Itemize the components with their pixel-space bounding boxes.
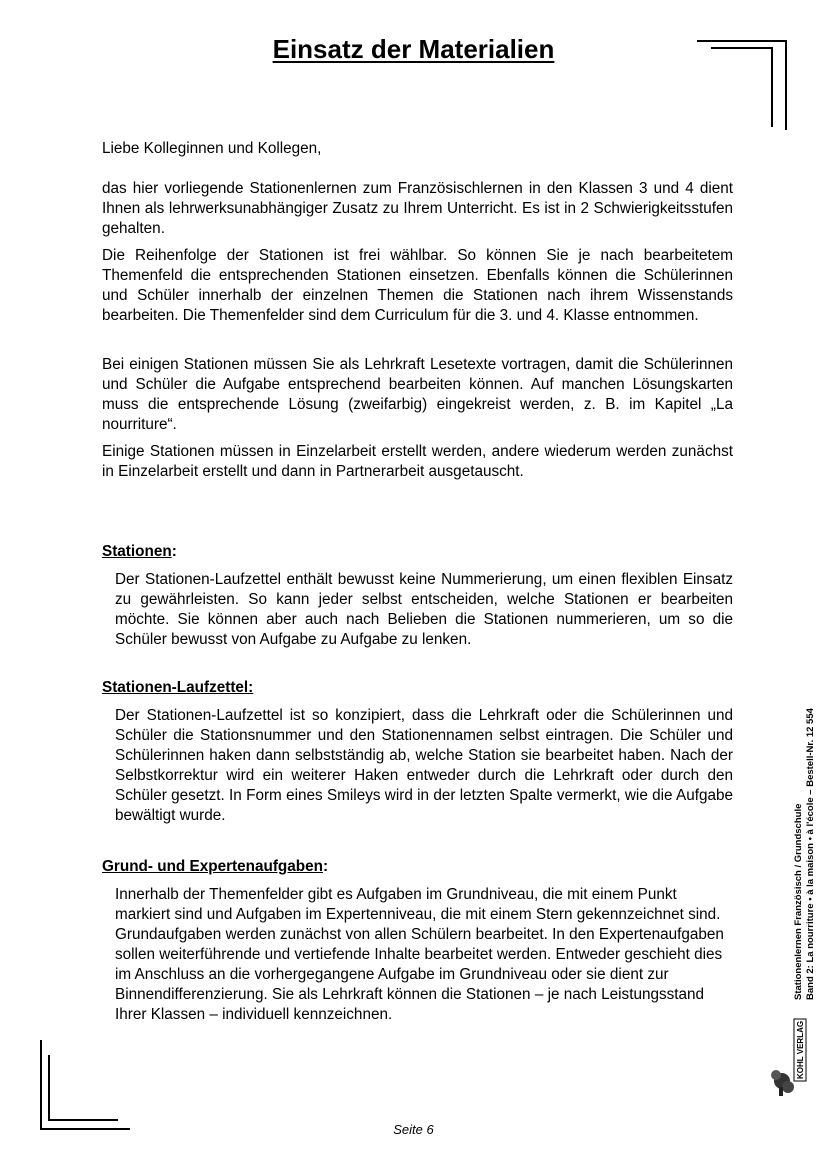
intro-paragraph-1: das hier vorliegende Stationenlernen zum Französischlernen in den Klassen 3 und 4 dient Ihnen als lehrwerksunabhängiger Zusatz zu Ihrem Unterricht. Es ist in 2 Schwierigkeitsstufen gehalten. [102, 180, 733, 237]
section-heading-text: Stationen-Laufzettel: [102, 679, 254, 696]
section-heading-colon: : [171, 543, 177, 560]
sidebar-line-2: Band 2: La nourriture • à la maison • à l'école – Bestell-Nr. 12 554 [805, 708, 816, 1000]
sidebar-imprint [793, 708, 817, 1000]
section-text-laufzettel: Der Stationen-Laufzettel ist so konzipiert, dass die Lehrkraft oder die Schülerinnen und Schüler die Stationsnummer und den Stationennamen selbst eintragen. Die Schüler und Schülerinnen haken dann selbstständig ab, welche Station sie bearbeitet haben. Nach der Selbstkorrektur wird ein weiterer Haken entweder durch die Lehrkraft oder durch den Schüler gesetzt. In Form eines Smileys wird in der letzten Spalte vermerkt, wie die Aufgabe bewältigt wurde. [115, 707, 733, 824]
publisher-logo [768, 1015, 808, 1100]
sidebar-line-1: Stationenlernen Französisch / Grundschule [793, 803, 804, 1000]
section-heading-laufzettel [102, 678, 253, 698]
publisher-name: KOHL VERLAG [796, 1020, 805, 1079]
section-heading-text: Stationen [102, 543, 172, 560]
greeting: Liebe Kolleginnen und Kollegen, [102, 140, 322, 157]
section-text-aufgaben: Innerhalb der Themenfelder gibt es Aufgaben im Grundniveau, die mit einem Punkt markiert sind und Aufgaben im Expertenniveau, die mit einem Stern gekennzeichnet sind. Grundaufgaben werden zunächst von allen Schülern bearbeitet. In den Expertenaufgaben sollen weiterführende und vertiefende Inhalte bearbeitet werden. Entweder geschieht dies im Anschluss an die vorhergegangene Aufgabe im Grundniveau oder sie dient zur Binnendifferenzierung. Sie als Lehrkraft können die Stationen – je nach Leistungsstand Ihrer Klassen – individuell kennzeichnen. [115, 886, 724, 1023]
section-text-stationen: Der Stationen-Laufzettel enthält bewusst keine Nummerierung, um einen flexiblen Einsatz zu gewährleisten. So kann jeder selbst entscheiden, welche Stationen er bearbeiten möchte. Sie können aber auch nach Belieben die Stationen nummerieren, um so die Schüler bewusst von Aufgabe zu Aufgabe zu lenken. [115, 571, 733, 648]
intro-paragraph-3: Bei einigen Stationen müssen Sie als Lehrkraft Lesetexte vortragen, damit die Schülerinnen und Schüler die Aufgabe entsprechend bearbeiten können. Auf manchen Lösungskarten muss die entsprechende Lösung (zweifarbig) eingekreist werden, z. B. im Kapitel „La nourriture“. [102, 356, 733, 433]
page-number: Seite 6 [393, 1122, 434, 1137]
section-heading-text: Grund- und Expertenaufgaben [102, 858, 323, 875]
section-heading-stationen [102, 542, 177, 562]
intro-paragraph-2: Die Reihenfolge der Stationen ist frei wählbar. So können Sie je nach bearbeitetem Themenfeld die entsprechenden Stationen einsetzen. Ebenfalls können die Schülerinnen und Schüler innerhalb der einzelnen Themen die Stationen nach ihrem Wissenstands bearbeiten. Die Themenfelder sind dem Curriculum für die 3. und 4. Klasse entnommen. [102, 247, 733, 324]
page-title: Einsatz der Materialien [272, 34, 555, 64]
section-heading-colon: : [322, 858, 329, 875]
intro-paragraph-4: Einige Stationen müssen in Einzelarbeit erstellt werden, andere wiederum werden zunächst in Einzelarbeit erstellt und dann in Partnerarbeit ausgetauscht. [102, 443, 733, 480]
section-heading-aufgaben [102, 857, 328, 877]
